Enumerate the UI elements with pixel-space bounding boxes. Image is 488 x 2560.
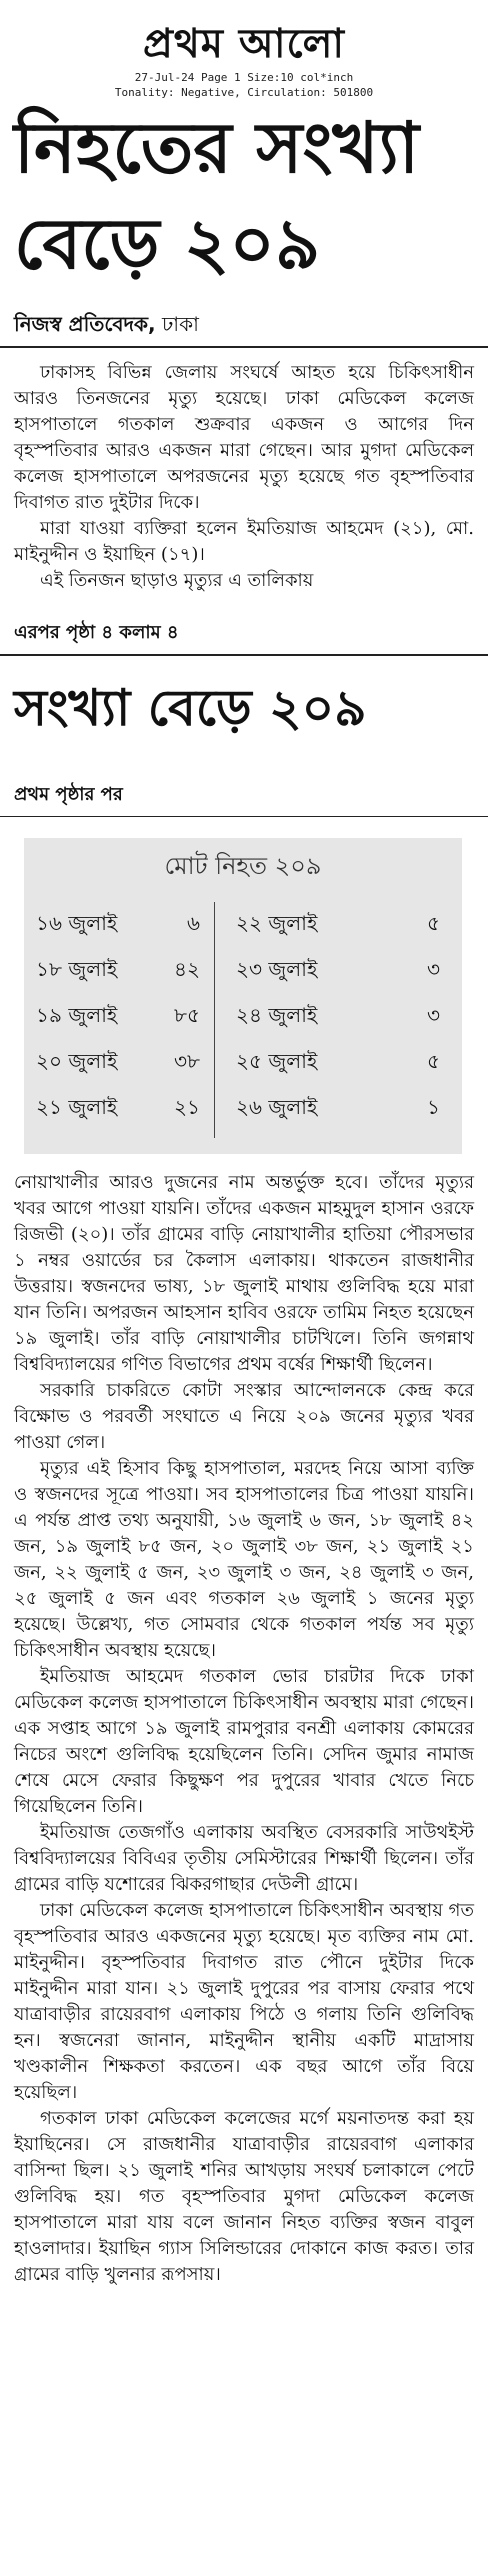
row-count: ১ — [427, 1094, 440, 1119]
table-row — [24, 1040, 214, 1086]
table-row — [224, 1040, 454, 1086]
byline — [14, 310, 199, 343]
row-date: ২৫ জুলাই — [236, 1048, 318, 1073]
jump-line: এরপর পৃষ্ঠা ৪ কলাম ৪ — [14, 622, 179, 643]
table-row — [224, 1086, 454, 1132]
row-count: ৬ — [186, 910, 200, 935]
logo-text: প্রথম আলো — [142, 21, 346, 67]
table-right-column — [224, 902, 454, 1132]
row-count: ৩৮ — [174, 1048, 200, 1073]
table-title: মোট নিহত ২০৯ — [164, 852, 322, 880]
row-count: ৮৫ — [174, 1002, 200, 1027]
byline-author: নিজস্ব প্রতিবেদক, — [14, 312, 156, 336]
row-date: ২৩ জুলাই — [236, 956, 318, 981]
story2-headline: সংখ্যা বেড়ে ২০৯ — [14, 678, 367, 737]
row-date: ২৬ জুলাই — [236, 1094, 318, 1119]
row-count: ৪২ — [174, 956, 200, 981]
body-paragraph: সরকারি চাকরিতে কোটা সংস্কার আন্দোলনকে কেন্দ্র করে বিক্ষোভ ও পরবর্তী সংঘাতে এ নিয়ে ২০৯ জনের মৃত্যুর খবর পাওয়া গেল। — [14, 1380, 474, 1453]
row-date: ২১ জুলাই — [36, 1094, 118, 1119]
row-date: ২০ জুলাই — [36, 1048, 118, 1073]
table-row — [24, 994, 214, 1040]
body-paragraph: গতকাল ঢাকা মেডিকেল কলেজের মর্গে ময়নাতদন্ত করা হয় ইয়াছিনের। সে রাজধানীর যাত্রাবাড়ীর রায়েরবাগ এলাকার বাসিন্দা ছিল। ২১ জুলাই শনির আখড়ায় সংঘর্ষ চলাকালে পেটে গুলিবিদ্ধ হয়। গত বৃহস্পতিবার মুগদা মেডিকেল কলেজ হাসপাতালে মারা যায় বলে জানান নিহত ব্যক্তির স্বজন বাবুল হাওলাদার। ইয়াছিন গ্যাস সিলিন্ডারের দোকানে কাজ করত। তার গ্রামের বাড়ি খুলনার রূপসায়। — [14, 2108, 474, 2285]
story2-body — [14, 1170, 474, 2288]
continued-from: প্রথম পৃষ্ঠার পর — [14, 784, 123, 805]
body-paragraph: ইমতিয়াজ তেজগাঁও এলাকায় অবস্থিত বেসরকারি সাউথইস্ট বিশ্ববিদ্যালয়ের বিবিএর তৃতীয় সেমিস্টারের শিক্ষার্থী ছিলেন। তাঁর গ্রামের বাড়ি যশোরের ঝিকরগাছার দেউলী গ্রামে। — [14, 1822, 474, 1895]
row-count: ৫ — [427, 1048, 440, 1073]
table-row — [224, 902, 454, 948]
meta-line-1: 27-Jul-24 Page 1 Size:10 col*inch — [134, 71, 354, 84]
table-row — [24, 902, 214, 948]
table-left-column — [24, 902, 214, 1132]
table-divider — [214, 902, 215, 1138]
row-count: ৩ — [426, 1002, 440, 1027]
meta-line-2: Tonality: Negative, Circulation: 501800 — [114, 86, 374, 99]
story1-paragraph: এই তিনজন ছাড়াও মৃত্যুর এ তালিকায় — [40, 570, 314, 591]
body-paragraph: নোয়াখালীর আরও দুজনের নাম অন্তর্ভুক্ত হবে। তাঁদের মৃত্যুর খবর আগে পাওয়া যায়নি। তাঁদের একজন মাহমুদুল হাসান ওরফে রিজভী (২০)। তাঁর গ্রামের বাড়ি নোয়াখালীর হাতিয়া পৌরসভার ১ নম্বর ওয়ার্ডের চর কৈলাস এলাকায়। থাকতেন রাজধানীর উত্তরায়। স্বজনদের ভাষ্য, ১৮ জুলাই মাথায় গুলিবিদ্ধ হয়ে মারা যান তিনি। অপরজন আহসান হাবিব ওরফে তামিম নিহত হয়েছেন ১৯ জুলাই। তাঁর বাড়ি নোয়াখালীর চাটখিলে। তিনি জগন্নাথ বিশ্ববিদ্যালয়ের গণিত বিভাগের প্রথম বর্ষের শিক্ষার্থী ছিলেন। — [14, 1172, 474, 1375]
byline-rule — [0, 346, 488, 348]
clipping-meta — [0, 70, 488, 100]
row-date: ২৪ জুলাই — [236, 1002, 318, 1027]
story1-paragraph: ঢাকাসহ বিভিন্ন জেলায় সংঘর্ষে আহত হয়ে চিকিৎসাধীন আরও তিনজনের মৃত্যু হয়েছে। ঢাকা মেডিকেল কলেজ হাসপাতালে গতকাল শুক্রবার একজন ও আগের দিন বৃহস্পতিবার আরও একজন মারা গেছেন। আর মুগদা মেডিকেল কলেজ হাসপাতালে অপরজনের মৃত্যু হয়েছে গত বৃহস্পতিবার দিবাগত রাত দুইটার দিকে। — [14, 362, 474, 513]
row-count: ৩ — [426, 956, 440, 981]
table-row — [24, 948, 214, 994]
table-row — [224, 948, 454, 994]
row-count: ৫ — [427, 910, 440, 935]
row-date: ১৮ জুলাই — [36, 956, 118, 981]
story1-headline: নিহতের সংখ্যা বেড়ে ২০৯ — [14, 106, 420, 285]
body-paragraph: ইমতিয়াজ আহমেদ গতকাল ভোর চারটার দিকে ঢাকা মেডিকেল কলেজ হাসপাতালে চিকিৎসাধীন অবস্থায় মারা গেছেন। এক সপ্তাহ আগে ১৯ জুলাই রামপুরার বনশ্রী এলাকায় কোমরের নিচের অংশে গুলিবিদ্ধ হয়েছিলেন তিনি। সেদিন জুমার নামাজ শেষে মেসে ফেরার কিছুক্ষণ পর দুপুরের খাবার খেতে নিচে গিয়েছিলেন তিনি। — [14, 1666, 474, 1817]
row-date: ২২ জুলাই — [236, 910, 318, 935]
row-count: ২১ — [174, 1094, 200, 1119]
continued-rule — [0, 816, 488, 817]
byline-place: ঢাকা — [155, 312, 199, 336]
row-date: ১৬ জুলাই — [36, 910, 118, 935]
row-date: ১৯ জুলাই — [36, 1002, 118, 1027]
table-row — [224, 994, 454, 1040]
death-toll-table — [24, 838, 462, 1154]
table-row — [24, 1086, 214, 1132]
body-paragraph: মৃত্যুর এই হিসাব কিছু হাসপাতাল, মরদেহ নিয়ে আসা ব্যক্তি ও স্বজনদের সূত্রে পাওয়া। সব হাসপাতালের চিত্র পাওয়া যায়নি। এ পর্যন্ত প্রাপ্ত তথ্য অনুযায়ী, ১৬ জুলাই ৬ জন, ১৮ জুলাই ৪২ জন, ১৯ জুলাই ৮৫ জন, ২০ জুলাই ৩৮ জন, ২১ জুলাই ২১ জন, ২২ জুলাই ৫ জন, ২৩ জুলাই ৩ জন, ২৪ জুলাই ৩ জন, ২৫ জুলাই ৫ জন এবং গতকাল ২৬ জুলাই ১ জনের মৃত্যু হয়েছে। উল্লেখ্য, গত সোমবার থেকে গতকাল পর্যন্ত সব মৃত্যু চিকিৎসাধীন অবস্থায় হয়েছে। — [14, 1458, 474, 1661]
body-paragraph: ঢাকা মেডিকেল কলেজ হাসপাতালে চিকিৎসাধীন অবস্থায় গত বৃহস্পতিবার আরও একজনের মৃত্যু হয়েছে। মৃত ব্যক্তির নাম মো. মাইনুদ্দীন। বৃহস্পতিবার দিবাগত রাত পৌনে দুইটার দিকে মাইনুদ্দীন মারা যান। ২১ জুলাই দুপুরের পর বাসায় ফেরার পথে যাত্রাবাড়ীর রায়েরবাগ এলাকায় পিঠে ও গলায় তিনি গুলিবিদ্ধ হন। স্বজনেরা জানান, মাইনুদ্দীন স্থানীয় একটি মাদ্রাসায় খণ্ডকালীন শিক্ষকতা করতেন। এক বছর আগে তাঁর বিয়ে হয়েছিল। — [14, 1900, 474, 2103]
story1-paragraph: মারা যাওয়া ব্যক্তিরা হলেন ইমতিয়াজ আহমেদ (২১), মো. মাইনুদ্দীন ও ইয়াছিন (১৭)। — [14, 518, 474, 565]
newspaper-logo — [0, 12, 488, 79]
section-rule — [0, 654, 488, 656]
story1-body — [14, 360, 474, 594]
